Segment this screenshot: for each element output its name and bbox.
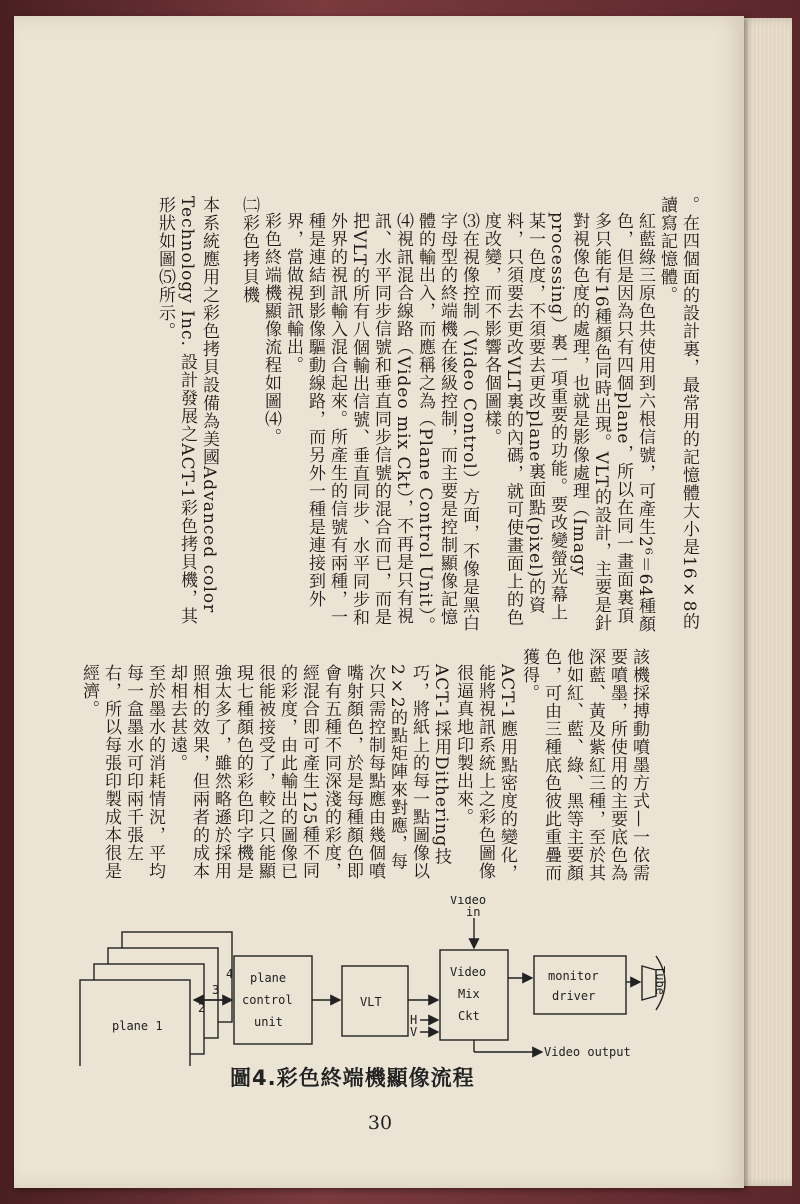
plane-3-label: 3 [212, 983, 220, 997]
monitor-driver-box [534, 956, 626, 1014]
section-heading: ㈡彩色拷貝機 [239, 196, 259, 304]
plane-4-label: 4 [226, 967, 234, 981]
paragraph: 紅藍綠三原色共使用到六根信號，可產生2⁶＝64種顏色，但是因為只有四個plane，所以在同一畫面裏頂多只能有16種顏色同時出現。VLT的設計，主要是針對視像色度的處理，也就是影像處理（Imagy processing）裏一項重要的功能。要改變螢光幕上某一色度，不須要去更改plane裏面點(pixel)的資料，只須要去更改VLT裏的內碼，就可使畫面上的色度改變，而不影響各個圖樣。 [481, 212, 655, 634]
monitor-driver-line2: driver [552, 989, 596, 1003]
video-mix-line2: Mix [458, 987, 480, 1001]
paragraph: 至於墨水的消耗情況，平均每一盒墨水可印兩千張左右，所以每張印製成本很是經濟。 [79, 664, 165, 880]
page-number: 30 [367, 1112, 393, 1134]
video-mix-line1: Video [450, 965, 487, 979]
plane-1-label: plane 1 [112, 1019, 163, 1033]
video-output-label: Video output [544, 1045, 631, 1059]
page-edges [736, 18, 792, 1186]
figure-caption: 圖4.彩色終端機顯像流程 [230, 1066, 475, 1090]
tube-label: Tube [653, 966, 667, 995]
display-flow-diagram [74, 896, 674, 1066]
paragraph: ACT-1應用點密度的變化，能將視訊系統上之彩色圖像很逼真地印製出來。 [453, 664, 517, 882]
plane-control-line1: plane [250, 971, 287, 985]
vlt-label: VLT [360, 995, 382, 1009]
lower-text-block [79, 648, 650, 883]
v-label: V [410, 1025, 418, 1039]
paragraph: ACT-1採用Dithering技巧，將紙上的每一點圖像以2×2的點矩陣來對應，每次只需控制每點應由幾個噴嘴射顏色，於是每種顏色即會有五種不同深淺的彩度，經混合即可產生125種不同的彩度，由此輸出的圖像已很能被接受了，較之只能顯現七種顏色的彩色印字機是強太多了，雖然略遜於採用照相的效果，但兩者的成本却相去甚遠。 [167, 664, 451, 880]
paragraph: ⑶在視像控制（Video Control）方面，不像是黑白字母型的終端機在後級控制，而主要是控制顯像記憶體的輸出入，而應稱之為（Plane Control Unit）。 [415, 212, 479, 635]
diagram-svg [74, 896, 674, 1066]
video-in-label: Video [450, 896, 487, 907]
plane-control-line2: control [242, 993, 293, 1007]
book-page [14, 16, 744, 1188]
paragraph: 該機採搏動噴墨方式—一依需要噴墨，所使用的主要底色為深藍、黃及紫紅三種，至於其他如紅、藍、綠、黑等主要顏色，可由三種底色彼此重疊而獲得。 [519, 648, 649, 882]
plane-control-line3: unit [254, 1015, 283, 1029]
paragraph: ⑷視訊混合線路（Video mix Ckt），不再是只有視訊、水平同步信號和垂直同步信號的混合而已，而是把VLT的所有八個輸出信號、垂直同步、水平同步和外界的視訊輸入混合起來。所產生的信號有兩種，一種是連結到影像驅動線路，而另外一種是連接到外界，當做視訊輸出。 [283, 212, 413, 627]
monitor-driver-line1: monitor [548, 969, 599, 983]
h-label: H [410, 1013, 418, 1027]
plane-2-label: 2 [198, 1001, 206, 1015]
paragraph: 本系統應用之彩色拷貝設備為美國Advanced color Technology Inc. 設計發展之ACT-1彩色拷貝機，其形狀如圖⑸所示。 [155, 196, 219, 626]
video-mix-line3: Ckt [458, 1009, 480, 1023]
paragraph: 。在四個面的設計裏，最常用的記憶體大小是16×8的讀寫記憶體。 [657, 196, 699, 631]
paragraph: 彩色終端機顯像流程如圖⑷。 [261, 212, 281, 446]
upper-text-block [50, 196, 700, 636]
video-in-label-2: in [466, 905, 481, 919]
